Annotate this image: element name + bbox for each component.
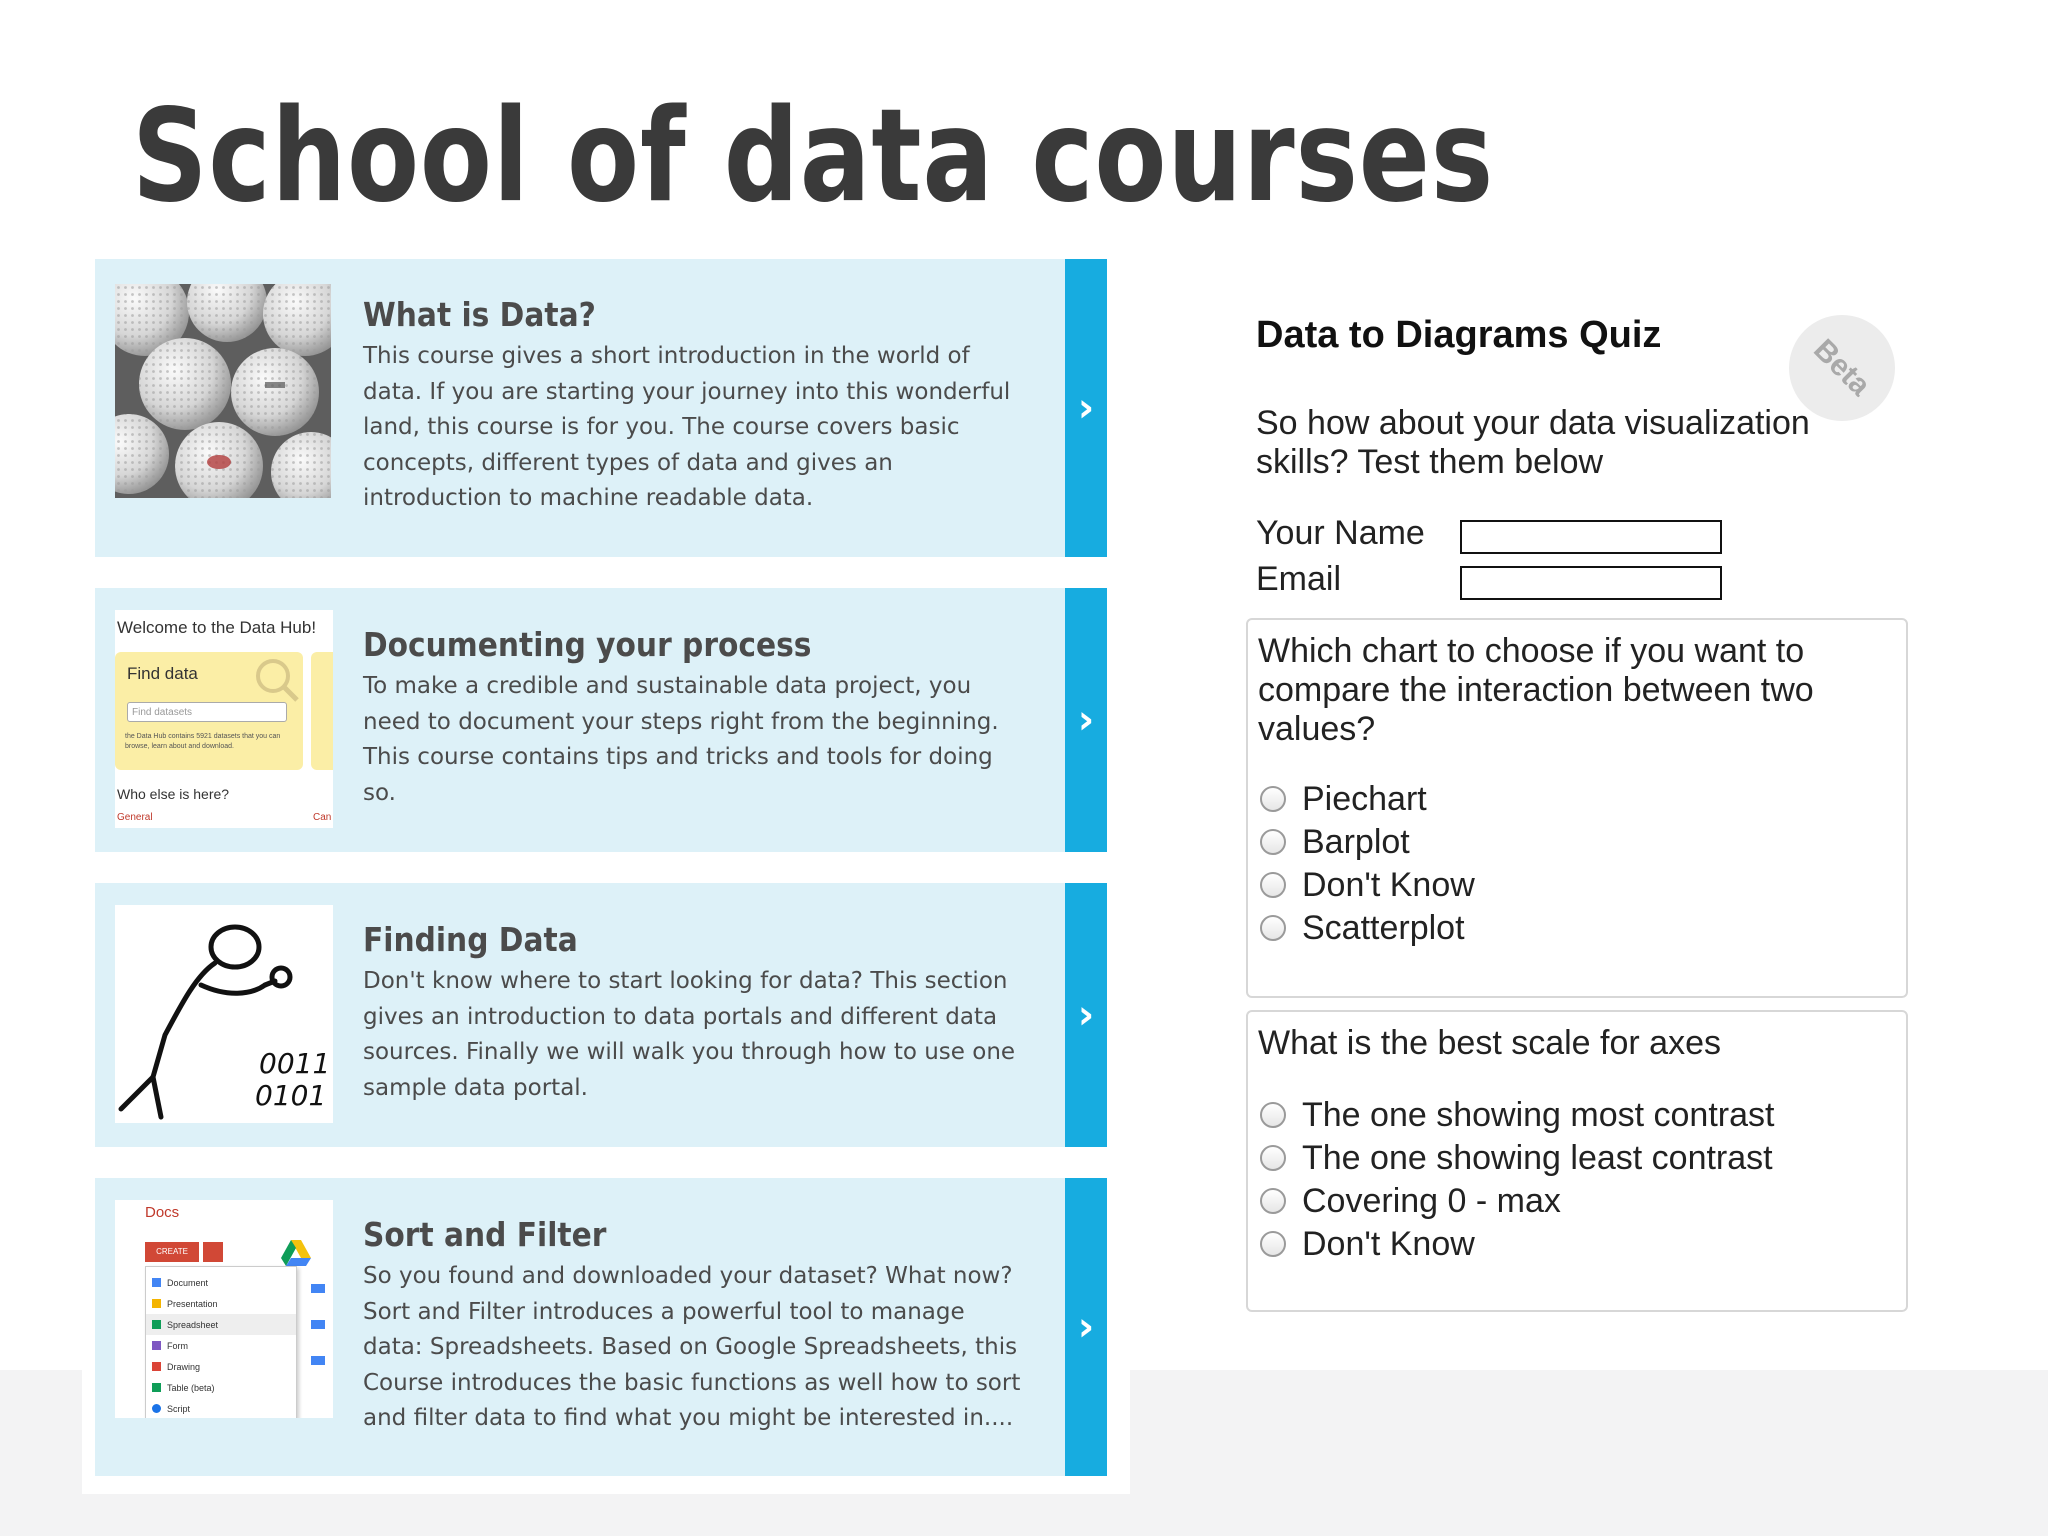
course-card-sort-and-filter[interactable] — [95, 1178, 1107, 1476]
course-title[interactable]: What is Data? — [363, 295, 596, 334]
menu-item: Document — [146, 1272, 296, 1293]
find-datasets-input: Find datasets — [127, 702, 287, 722]
find-data-box — [115, 652, 303, 770]
script-icon — [152, 1404, 161, 1413]
binary-digits-top: 0011 — [259, 1047, 331, 1080]
slide-title: School of data courses — [132, 82, 1495, 231]
can-link: Can — [313, 812, 332, 823]
answer-option[interactable]: Covering 0 - max — [1260, 1182, 1561, 1220]
thumbnail-blurb: the Data Hub contains 5921 datasets that you can browse, learn about and download. — [125, 733, 281, 750]
course-description: To make a credible and sustainable data project, you need to document your steps right from the beginning. This course contains tips and tricks and tools for doing so. — [363, 673, 999, 806]
binary-digits-bottom: 0101 — [255, 1079, 327, 1112]
menu-item: Form — [146, 1335, 296, 1356]
answer-option[interactable]: Scatterplot — [1260, 909, 1465, 947]
course-title[interactable]: Finding Data — [363, 920, 578, 959]
side-box — [311, 652, 333, 770]
create-button: CREATE — [145, 1242, 199, 1262]
golf-balls-thumbnail — [115, 284, 331, 498]
upload-button — [203, 1242, 223, 1262]
general-link: General — [117, 812, 153, 823]
answer-option[interactable]: Don't Know — [1260, 866, 1475, 904]
presentation-icon — [152, 1299, 161, 1308]
docs-heading: Docs — [145, 1204, 180, 1221]
who-else-text: Who else is here? — [117, 786, 230, 802]
radio-button[interactable] — [1260, 1231, 1286, 1257]
course-card-what-is-data[interactable] — [95, 259, 1107, 557]
document-icon — [152, 1278, 161, 1287]
stick-figure-thumbnail — [115, 905, 333, 1123]
radio-button[interactable] — [1260, 829, 1286, 855]
name-label: Your Name — [1256, 514, 1425, 552]
email-label: Email — [1256, 560, 1342, 598]
chevron-right-icon[interactable]: › — [1065, 883, 1107, 1147]
file-icon — [311, 1284, 325, 1293]
magnifier-icon — [253, 656, 301, 704]
form-icon — [152, 1341, 161, 1350]
question-card — [1246, 618, 1908, 998]
beta-label: Beta — [1807, 332, 1878, 403]
answer-option[interactable]: Piechart — [1260, 780, 1427, 818]
radio-button[interactable] — [1260, 915, 1286, 941]
menu-item: Table (beta) — [146, 1377, 296, 1398]
answer-option[interactable]: The one showing most contrast — [1260, 1096, 1774, 1134]
course-title[interactable]: Sort and Filter — [363, 1215, 607, 1254]
radio-button[interactable] — [1260, 786, 1286, 812]
radio-button[interactable] — [1260, 872, 1286, 898]
find-data-heading: Find data — [127, 664, 198, 683]
quiz-intro: So how about your data visualization skills? Test them below — [1256, 404, 1810, 481]
question-card — [1246, 1010, 1908, 1312]
radio-button[interactable] — [1260, 1188, 1286, 1214]
menu-item: Presentation — [146, 1293, 296, 1314]
quiz-title: Data to Diagrams Quiz — [1256, 314, 1662, 356]
table-icon — [152, 1383, 161, 1392]
drawing-icon — [152, 1362, 161, 1371]
course-description: Don't know where to start looking for data? This section gives an introduction to data portals and different data sources. Finally we will walk you through how to use one sample data portal. — [363, 968, 1016, 1101]
google-docs-thumbnail — [115, 1200, 333, 1418]
thumbnail-welcome-text: Welcome to the Data Hub! — [117, 618, 317, 637]
radio-button[interactable] — [1260, 1145, 1286, 1171]
answer-option[interactable]: The one showing least contrast — [1260, 1139, 1773, 1177]
course-title[interactable]: Documenting your process — [363, 625, 812, 664]
course-description: So you found and downloaded your dataset? What now? Sort and Filter introduces a powerful tool to manage data: Spreadsheets. Based on Google Spreadsheets, this Course introduces the basic functions as well how to sort and filter data to find what you might be interested in.... — [363, 1263, 1021, 1431]
course-card-finding-data[interactable] — [95, 883, 1107, 1147]
email-input[interactable] — [1460, 566, 1722, 600]
chevron-right-icon[interactable]: › — [1065, 1178, 1107, 1476]
google-drive-icon — [281, 1240, 311, 1266]
question-text: Which chart to choose if you want to compare the interaction between two values? — [1258, 632, 1814, 748]
course-description: This course gives a short introduction in the world of data. If you are starting your journey into this wonderful land, this course is for you. The course covers basic concepts, different types of data and gives an introduction to machine readable data. — [363, 343, 1011, 511]
answer-option[interactable]: Barplot — [1260, 823, 1410, 861]
answer-option[interactable]: Don't Know — [1260, 1225, 1475, 1263]
name-input[interactable] — [1460, 520, 1722, 554]
stick-figure-magnifier — [115, 905, 333, 1123]
spreadsheet-icon — [152, 1320, 161, 1329]
question-text: What is the best scale for axes — [1258, 1024, 1721, 1062]
course-card-documenting-process[interactable] — [95, 588, 1107, 852]
menu-item: Spreadsheet — [146, 1314, 296, 1335]
chevron-right-icon[interactable]: › — [1065, 259, 1107, 557]
data-hub-thumbnail — [115, 610, 333, 828]
menu-item: Script — [146, 1398, 296, 1418]
golf-balls-image — [115, 284, 331, 498]
create-menu — [145, 1266, 297, 1418]
file-icon — [311, 1356, 325, 1365]
chevron-right-icon[interactable]: › — [1065, 588, 1107, 852]
menu-item: Drawing — [146, 1356, 296, 1377]
radio-button[interactable] — [1260, 1102, 1286, 1128]
file-icon — [311, 1320, 325, 1329]
